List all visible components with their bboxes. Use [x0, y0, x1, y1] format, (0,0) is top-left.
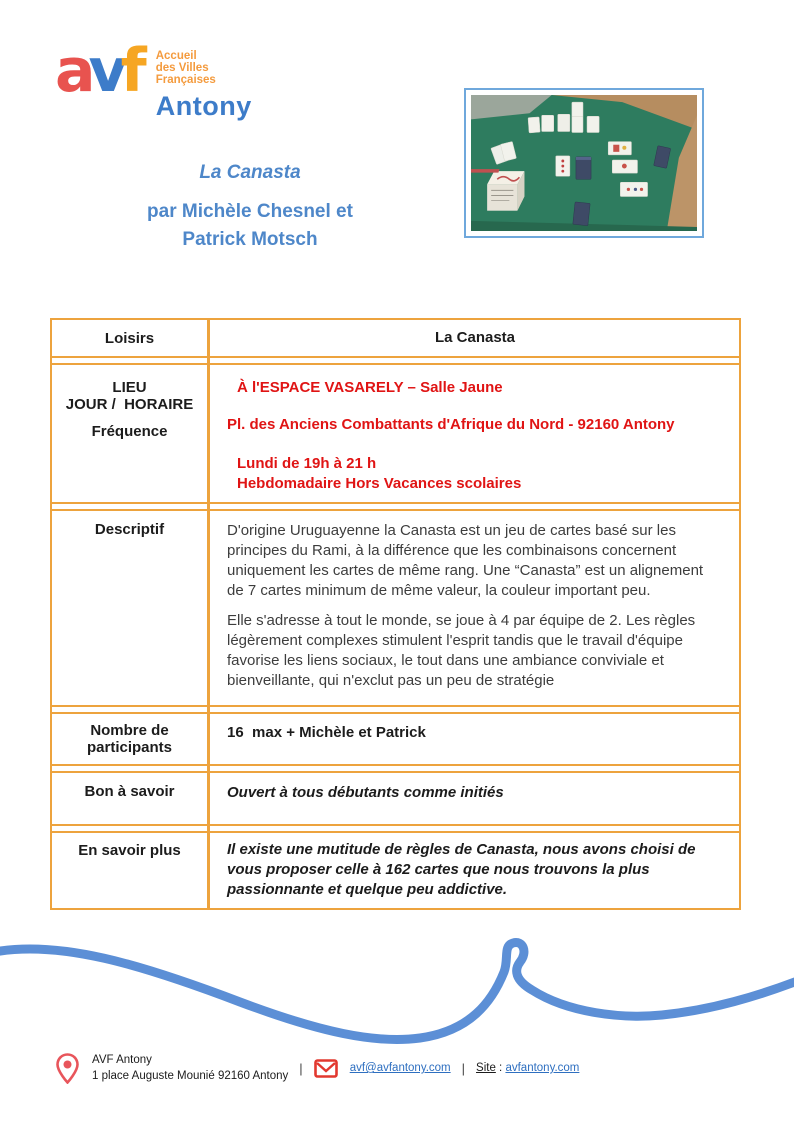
- lieu-label-line-3: Fréquence: [91, 423, 168, 440]
- descriptif-paragraph-1: D'origine Uruguayenne la Canasta est un jeu de cartes basé sur les principes du Rami, à la différence que les combinaisons concernent uniquement les cartes de même rang. Une “Canasta” est un alignement de 7 cartes minimum de même valeur, la couleur important peu.: [227, 522, 704, 599]
- lieu-schedule: Lundi de 19h à 21 h: [237, 455, 377, 472]
- lieu-venue: À l'ESPACE VASARELY – Salle Jaune: [237, 379, 503, 396]
- bon-a-savoir-label: Bon à savoir: [84, 783, 175, 800]
- page-subtitle: [95, 198, 405, 254]
- footer-site-link[interactable]: avfantony.com: [505, 1062, 580, 1074]
- footer-org-name: AVF Antony: [92, 1054, 152, 1066]
- en-savoir-plus-label: En savoir plus: [78, 842, 181, 859]
- card-table-photo: [464, 88, 704, 238]
- title-block: [95, 162, 405, 254]
- en-savoir-plus-value: Il existe une mutitude de règles de Canasta, nous avons choisi de vous proposer celle à 162 cartes que nous trouvons la plus passionnante et quelque peu addictive.: [227, 841, 696, 898]
- activity-info-table: [50, 318, 741, 910]
- subtitle-line-1: par Michèle Chesnel et: [147, 201, 353, 222]
- descriptif-paragraph-2: Elle s'adresse à tout le monde, se joue à 4 par équipe de 2. Les règles légèrement complexes stimulent l'esprit tandis que le travail d'équipe favorise les liens sociaux, le tout dans une ambiance conviviale et bienveillante, qui n'exclut pas un peu de stratégie: [227, 612, 696, 689]
- participants-value: 16 max + Michèle et Patrick: [227, 724, 426, 741]
- page-title: La Canasta: [199, 162, 301, 183]
- table-row-bon-a-savoir: [52, 771, 739, 826]
- card-table-photo-scene: [471, 95, 697, 231]
- descriptif-value: [207, 511, 739, 705]
- lieu-label-line-2: JOUR / HORAIRE: [65, 396, 194, 413]
- table-row-descriptif: [52, 509, 739, 707]
- table-row-category: [52, 320, 739, 358]
- logo-city-name: Antony: [155, 91, 252, 121]
- participants-label-line-2: participants: [86, 739, 173, 756]
- bon-a-savoir-value: Ouvert à tous débutants comme initiés: [227, 784, 504, 801]
- footer-street-address: 1 place Auguste Mounié 92160 Antony: [92, 1070, 289, 1082]
- category-value: La Canasta: [434, 329, 516, 346]
- location-pin-icon: [56, 1053, 79, 1084]
- logo-tagline: [156, 50, 252, 86]
- lieu-value: [207, 365, 739, 502]
- tagline-line-3: Françaises: [155, 74, 216, 86]
- footer-site-colon: :: [495, 1062, 506, 1074]
- participants-label-line-1: Nombre de: [90, 722, 169, 739]
- table-row-en-savoir-plus: [52, 831, 739, 908]
- footer-email-link[interactable]: avf@avfantony.com: [349, 1062, 451, 1074]
- footer-separator-2: |: [461, 1060, 466, 1076]
- participants-label: [52, 714, 207, 764]
- logo-letter-f: f: [120, 36, 140, 106]
- lieu-address: Pl. des Anciens Combattants d'Afrique du Nord - 92160 Antony: [227, 416, 675, 433]
- logo-letter-a: a: [55, 36, 89, 106]
- wave-decoration: [0, 922, 794, 1067]
- subtitle-line-2: Patrick Motsch: [182, 229, 318, 250]
- footer-address-block: [92, 1052, 288, 1084]
- lieu-label-line-1: LIEU: [112, 379, 147, 396]
- tagline-line-1: Accueil: [155, 50, 197, 62]
- email-icon: [314, 1059, 338, 1078]
- footer-site-label: Site: [476, 1062, 496, 1074]
- table-row-participants: [52, 712, 739, 766]
- footer-separator-1: |: [299, 1060, 303, 1076]
- table-row-lieu: [52, 363, 739, 504]
- avf-logo: [55, 36, 252, 122]
- avf-logo-letters: [55, 36, 140, 106]
- lieu-frequency: Hebdomadaire Hors Vacances scolaires: [237, 475, 522, 492]
- tagline-line-2: des Villes: [155, 62, 209, 74]
- logo-letter-v: v: [88, 36, 121, 106]
- footer: [56, 1052, 579, 1084]
- descriptif-label: Descriptif: [94, 521, 165, 538]
- table-column-divider: [207, 320, 210, 908]
- lieu-label: [52, 365, 207, 502]
- category-label: Loisirs: [104, 329, 155, 347]
- footer-site-group: [476, 1062, 579, 1074]
